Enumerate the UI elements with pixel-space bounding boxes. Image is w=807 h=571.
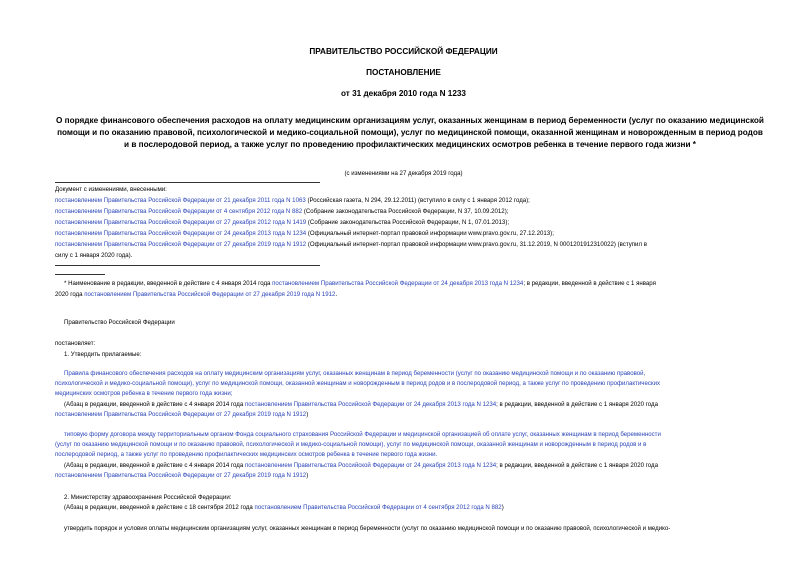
edition-link[interactable]: постановлением Правительства Российской Федерации от 24 декабря 2013 года N 1234: [244, 401, 497, 408]
rules-link[interactable]: психологической и медико-социальной помощи), услуг по медицинской помощи, оказанной женщинам и новорожденным в период родов и в послеродовой период, а также услуг по проведению профилактических: [55, 380, 661, 387]
edition-note-text: ; в редакции, введенной в действие с 1 января 2020 года: [496, 401, 658, 408]
contract-form-link[interactable]: (услуг по оказанию медицинской помощи и по оказанию правовой, психологической и медико-социальной помощи), услуг по медицинской помощи, оказанной женщинам и новорожденным в период родов и в: [55, 441, 647, 448]
edition-note-text: (Абзац в редакции, введенной в действие с 4 января 2014 года: [64, 462, 245, 469]
footnote-text: 2020 года: [55, 291, 85, 298]
item-2: 2. Министерству здравоохранения Российской Федерации:: [64, 494, 232, 501]
divider: [55, 265, 320, 266]
edition-link[interactable]: постановлением Правительства Российской Федерации от 24 декабря 2013 года N 1234: [244, 462, 497, 469]
amendment-item: [55, 230, 767, 237]
amendment-text: (Собрание законодательства Российской Федерации, N 37, 10.09.2012);: [302, 208, 509, 215]
edition-link[interactable]: постановлением Правительства Российской Федерации от 27 декабря 2019 года N 1912: [55, 411, 307, 418]
amendment-item: [55, 219, 767, 226]
amendment-link[interactable]: постановлением Правительства Российской Федерации от 24 декабря 2013 года N 1234: [55, 230, 307, 237]
amendment-link[interactable]: постановлением Правительства Российской Федерации от 21 декабря 2011 года N 1063: [55, 197, 306, 204]
amendments-intro: Документ с изменениями, внесенными:: [55, 186, 167, 193]
changes-note: (с изменениями на 27 декабря 2019 года): [344, 170, 463, 177]
amendment-text: (Официальный интернет-портал правовой информации www.pravo.gov.ru, 27.12.2013);: [306, 230, 554, 237]
footnote-text: ; в редакции, введенной в действие с 1 января: [523, 280, 656, 287]
edition-note-text: ): [501, 504, 504, 511]
government-heading: ПРАВИТЕЛЬСТВО РОССИЙСКОЙ ФЕДЕРАЦИИ: [309, 47, 498, 56]
amendment-text: (Собрание законодательства Российской Федерации, N 1, 07.01.2013);: [306, 219, 510, 226]
edition-note: [55, 472, 767, 479]
edition-note: [64, 401, 767, 408]
approve-paragraph: утвердить порядок и условия оплаты медицинским организациям услуг, оказанных женщинам в период беременности (услуг по оказанию медицинской помощи и по оказанию правовой, психологической и медико-: [64, 525, 671, 532]
amendment-text: (Российская газета, N 294, 29.12.2011) (вступило в силу с 1 января 2012 года);: [305, 197, 530, 204]
resolves-line: постановляет:: [55, 340, 96, 347]
document-title: О порядке финансового обеспечения расходов на оплату медицинским организациям услуг, оказанных женщинам в период беременности (услуг по оказанию медицинской помощи и по оказанию правовой, психологической и медико-социальной помощи), услуг по медицинской помощи, оказанной женщинам и новорожденным в период родов и в послеродовой период, а также услуг по проведению профилактических медицинских осмотров ребенка в течение первого года жизни *: [56, 116, 764, 149]
amendment-item: [55, 208, 767, 215]
edition-note-text: ; в редакции, введенной в действие с 1 января 2020 года: [496, 462, 658, 469]
amendment-item: [55, 241, 767, 248]
document-type-heading: ПОСТАНОВЛЕНИЕ: [366, 68, 441, 77]
footnote-link[interactable]: постановлением Правительства Российской Федерации от 24 декабря 2013 года N 1234: [272, 280, 524, 287]
footnote-text: .: [335, 291, 338, 298]
date-number-heading: от 31 декабря 2010 года N 1233: [341, 89, 466, 98]
footnote-divider: [55, 274, 105, 275]
amendment-item: [55, 197, 767, 204]
edition-note: [55, 411, 767, 418]
rules-link[interactable]: Правила финансового обеспечения расходов на оплату медицинским организациям услуг, оказанных женщинам в период беременности (услуг по оказанию медицинской помощи и по оказанию правовой,: [64, 370, 646, 377]
divider: [55, 182, 320, 183]
footnote-text: * Наименование в редакции, введенной в действие с 4 января 2014 года: [64, 280, 273, 287]
edition-note-text: (Абзац в редакции, введенной в действие с 18 сентября 2012 года: [64, 504, 255, 511]
amendment-text: (Официальный интернет-портал правовой информации www.pravo.gov.ru, 31.12.2019, N 0001201912310022) (вступил в: [306, 241, 647, 248]
rules-link[interactable]: медицинских осмотров ребенка в течение первого года жизни;: [55, 390, 233, 397]
item-1: 1. Утвердить прилагаемые:: [64, 351, 142, 358]
footnote-line: [55, 291, 767, 298]
amendment-link[interactable]: постановлением Правительства Российской Федерации от 27 декабря 2019 года N 1912: [55, 241, 307, 248]
contract-form-link[interactable]: типовую форму договора между территориальным органом Фонда социального страхования Российской Федерации и медицинской организацией об оплате услуг, оказанных женщинам в период беременности: [64, 431, 661, 438]
amendment-text: силу с 1 января 2020 года).: [55, 252, 133, 259]
contract-form-link[interactable]: послеродовой период, а также услуг по проведению профилактических медицинских осмотров ребенка в течение первого года жизни.: [55, 451, 438, 458]
amendment-item: [55, 252, 767, 259]
edition-note: [64, 504, 767, 511]
edition-note-text: (Абзац в редакции, введенной в действие с 4 января 2014 года: [64, 401, 245, 408]
edition-note-text: ): [306, 472, 309, 479]
edition-note-text: ): [306, 411, 309, 418]
footnote-link[interactable]: постановлением Правительства Российской Федерации от 27 декабря 2019 года N 1912: [84, 291, 336, 298]
government-line: Правительство Российской Федерации: [64, 319, 175, 326]
amendment-link[interactable]: постановлением Правительства Российской Федерации от 4 сентября 2012 года N 882: [55, 208, 303, 215]
footnote-line: [64, 280, 767, 287]
edition-link[interactable]: постановлением Правительства Российской Федерации от 4 сентября 2012 года N 882: [254, 504, 502, 511]
amendment-link[interactable]: постановлением Правительства Российской Федерации от 27 декабря 2012 года N 1419: [55, 219, 307, 226]
edition-link[interactable]: постановлением Правительства Российской Федерации от 27 декабря 2019 года N 1912: [55, 472, 307, 479]
edition-note: [64, 462, 767, 469]
